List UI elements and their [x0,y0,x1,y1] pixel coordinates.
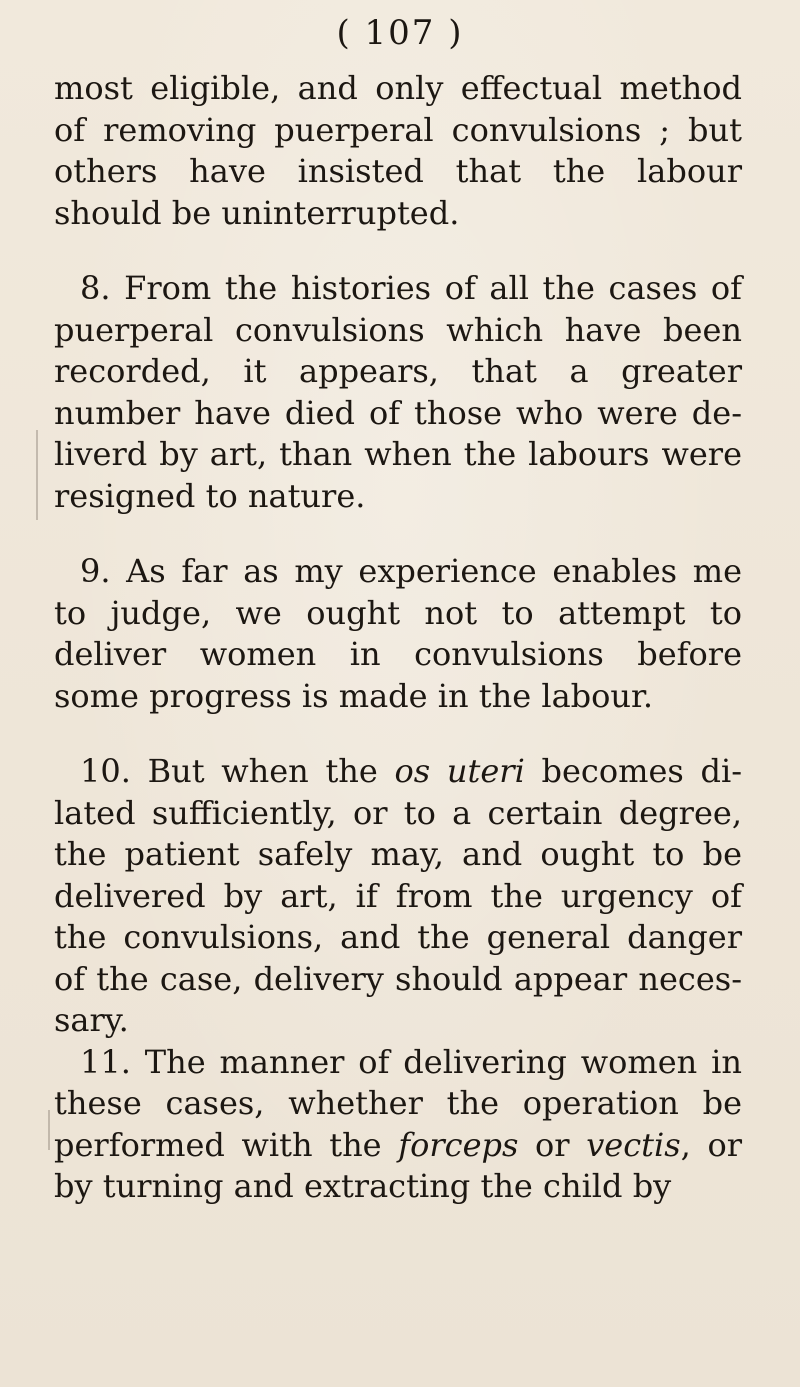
paragraph-11-term-1: forceps [398,1125,519,1164]
paragraph-11-lead: 11. The manner of delivering women in these cases, whether the operation be performed with the [54,1042,742,1164]
paragraph-gap [54,717,742,751]
paragraph-11-term-2: vectis [586,1125,681,1164]
paragraph-10-term: os uteri [394,752,525,790]
page-edge-shadow [36,430,38,520]
page-edge-shadow [48,1110,50,1150]
paragraph-11 [54,1042,742,1208]
page-number: ( 107 ) [336,13,464,53]
paragraph-10-lead: 10. But when the [80,752,395,790]
paragraph-1: most eligible, and only effectual method of removing puerperal convulsions ; but others have insisted that the labour should be uninterrupted. [54,69,742,232]
paragraph-10-rest: becomes di- lated sufficiently, or to a certain degree, the patient safely may, and ought to be delivered by art, if from the urgency of the convulsions, and the general danger of the case, delivery should appear neces- sary. [54,752,742,1039]
paragraph-11-rest: , or by turning and extracting the child by [54,1125,743,1205]
paragraph-9: 9. As far as my experience enables me to judge, we ought not to attempt to deliver women in convulsions before some progress is made in the labour. [54,552,742,715]
paragraph-gap [54,234,742,268]
paragraph-gap [54,517,742,551]
paragraph-8: 8. From the histories of all the cases of puerperal convulsions which have been recorded, it appears, that a greater number have died of those who were de- liverd by art, than when the labours were resigned to nature. [54,269,742,515]
page-body [54,68,742,1208]
paragraph-10 [54,751,742,1042]
paragraph-11-middle: or [518,1125,587,1164]
